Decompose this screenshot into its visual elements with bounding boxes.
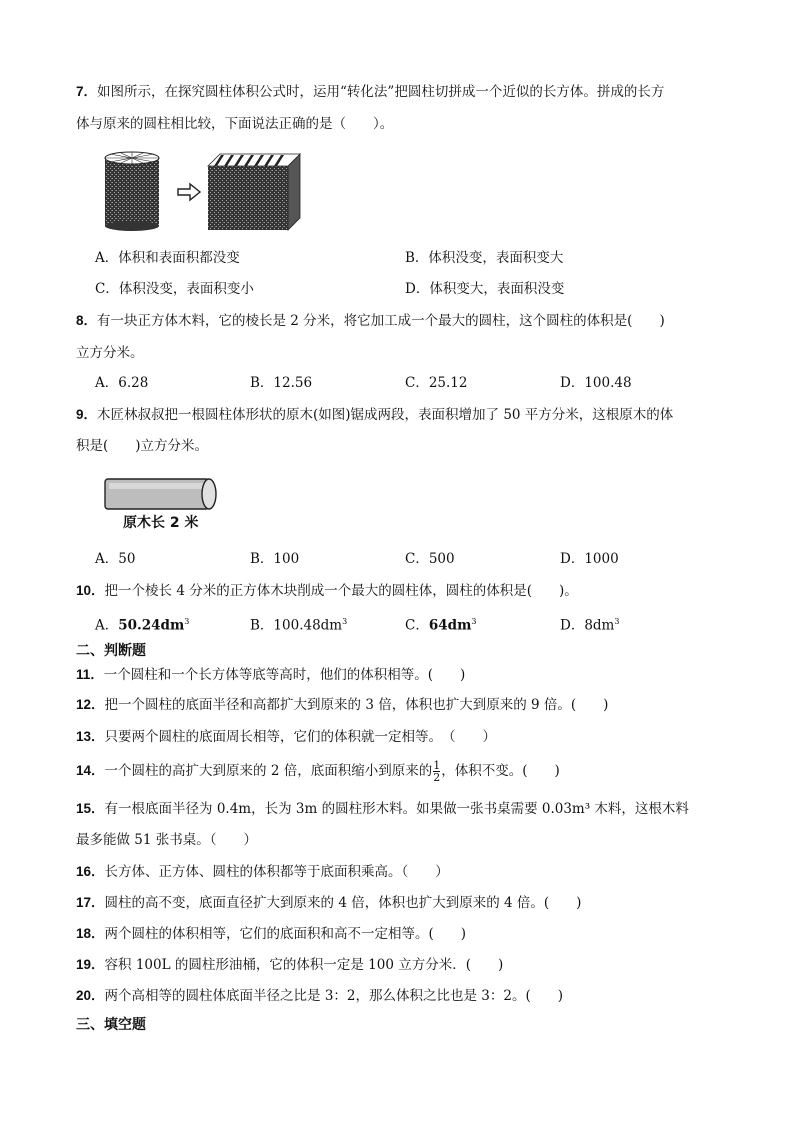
q8-line2: 立方分米。 — [76, 345, 144, 361]
q7-option-b[interactable]: B．体积没变，表面积变大 — [405, 250, 564, 266]
q13-line: 13．只要两个圆柱的底面周长相等，它们的体积就一定相等。 （ ） — [76, 729, 497, 745]
q16-line: 16．长方体、正方体、圆柱的体积都等于底面积乘高。（ ） — [76, 864, 449, 880]
q8-option-b[interactable]: B．12.56 — [250, 375, 313, 391]
q7-line2: 体与原来的圆柱相比较，下面说法正确的是（ ）。 — [76, 116, 394, 132]
q7-option-c[interactable]: C．体积没变，表面积变小 — [95, 281, 254, 297]
q9-line1: 9．木匠林叔叔把一根圆柱体形状的原木(如图)锯成两段，表面积增加了 50 平方分米，这根原木的体 — [76, 407, 674, 423]
cylinder-figure — [105, 152, 159, 231]
q7-figure — [100, 146, 310, 236]
q7-option-a[interactable]: A．体积和表面积都没变 — [95, 250, 240, 266]
q10-option-c[interactable]: C．$64dm^3$ — [405, 617, 477, 634]
q9-option-c[interactable]: C．500 — [405, 551, 455, 567]
q19-line: 19．容积 100L 的圆柱形油桶，它的体积一定是 100 立方分米．( ) — [76, 957, 504, 973]
cuboid-figure — [208, 154, 300, 230]
q10-line: 10．把一个棱长 4 分米的正方体木块削成一个最大的圆柱体，圆柱的体积是( )。 — [76, 583, 578, 599]
q8-option-c[interactable]: C．25.12 — [405, 375, 468, 391]
q7-line1: 7．如图所示，在探究圆柱体积公式时，运用“转化法”把圆柱切拼成一个近似的长方体。拼成的长方 — [76, 84, 665, 100]
q7-option-d[interactable]: D．体积变大，表面积没变 — [405, 281, 565, 297]
q11-line: 11．一个圆柱和一个长方体等底等高时，他们的体积相等。( ) — [76, 667, 466, 683]
q15-line2: 最多能做 51 张书桌。（ ） — [76, 832, 258, 848]
fraction-one-half: $\frac{1}{2}$ — [433, 759, 441, 784]
q9-option-d[interactable]: D．1000 — [560, 551, 619, 567]
q14-line: 14．一个圆柱的高扩大到原来的 2 倍，底面积缩小到原来的 $\frac{1}{2}$ ，体积不变。( ) — [76, 759, 560, 784]
section-title-judgement: 二、判断题 — [76, 643, 146, 659]
log-figure-label: 原木长 2 米 — [123, 515, 199, 531]
q18-line: 18．两个圆柱的体积相等，它们的底面积和高不一定相等。( ) — [76, 926, 467, 942]
q10-option-b[interactable]: B．$100.48dm^3$ — [250, 617, 348, 634]
q9-option-b[interactable]: B．100 — [250, 551, 300, 567]
log-figure — [103, 476, 221, 512]
q12-line: 12．把一个圆柱的底面半径和高都扩大到原来的 3 倍，体积也扩大到原来的 9 倍。( ) — [76, 697, 609, 713]
q8-option-d[interactable]: D．100.48 — [560, 375, 632, 391]
q17-line: 17．圆柱的高不变，底面直径扩大到原来的 4 倍，体积也扩大到原来的 4 倍。( ) — [76, 895, 582, 911]
q9-line2: 积是( )立方分米。 — [76, 438, 209, 454]
section-title-fill-in: 三、填空题 — [76, 1017, 146, 1033]
q10-option-a[interactable]: A．$50.24dm^3$ — [95, 617, 190, 634]
q15-line1: 15．有一根底面半径为 0.4m，长为 3m 的圆柱形木料。如果做一张书桌需要 0.03m³ 木料，这根木料 — [76, 801, 689, 817]
q8-line1: 8．有一块正方体木料，它的棱长是 2 分米，将它加工成一个最大的圆柱，这个圆柱的体积是( ) — [76, 313, 665, 329]
hollow-right-arrow-icon — [178, 184, 200, 200]
q8-option-a[interactable]: A．6.28 — [95, 375, 149, 391]
q10-option-d[interactable]: D．$8dm^3$ — [560, 617, 620, 634]
q20-line: 20．两个高相等的圆柱体底面半径之比是 3：2，那么体积之比也是 3：2。( ) — [76, 988, 564, 1004]
q9-option-a[interactable]: A．50 — [95, 551, 136, 567]
